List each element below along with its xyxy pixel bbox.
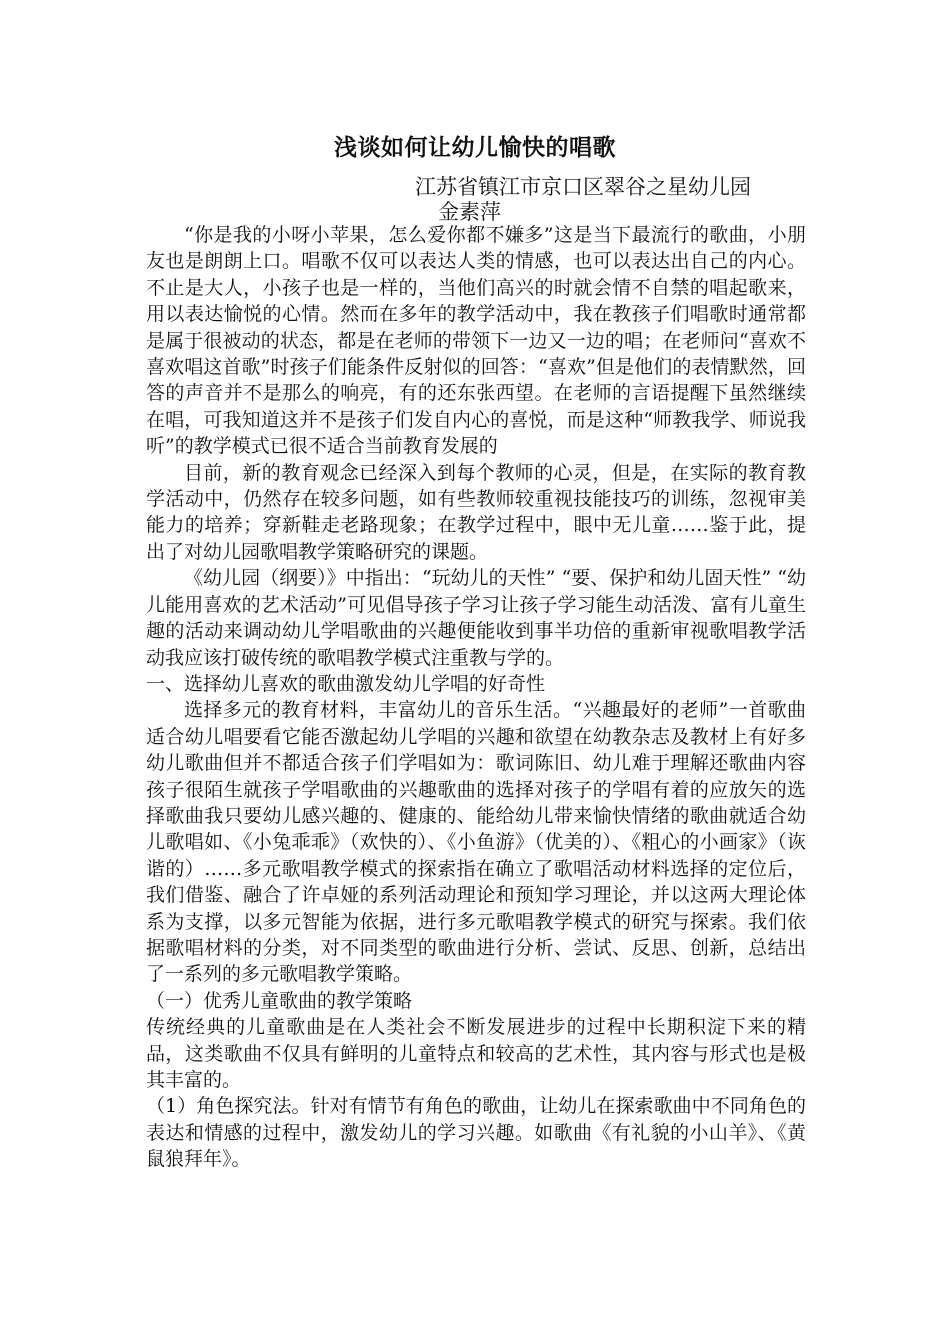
author-name: 金素萍: [438, 200, 501, 224]
paragraph-intro: [146, 222, 806, 460]
paragraph-intro-text: “你是我的小呀小苹果，怎么爱你都不嫌多”这是当下最流行的歌曲，小朋友也是朗朗上口。唱歌不仅可以表达人类的情感，也可以表达出自己的内心。不止是大人，小孩子也是一样的，当他们高兴的时就会情不自禁的唱起歌来，用以表达愉悦的心情。然而在多年的教学活动中，我在教孩子们唱歌时通常都是属于很被动的状态，都是在老师的带领下一边又一边的唱；在老师问“喜欢不喜欢唱这首歌”时孩子们能条件反射似的回答：“喜欢”但是他们的表情默然，回答的声音并不是那么的响亮，有的还东张西望。在老师的言语提醒下虽然继续在唱，可我知道这并不是孩子们发自内心的喜悦，而是这种“师教我学、师说我听”的教学模式已很不适合当前教育发展的: [146, 224, 806, 458]
author-affiliation: 江苏省镇江市京口区翠谷之星幼儿园: [415, 175, 751, 199]
document-title: 浅谈如何让幼儿愉快的唱歌: [334, 135, 616, 161]
section-heading-1: 一、选择幼儿喜欢的歌曲激发幼儿学唱的好奇性: [146, 672, 546, 695]
subsection-heading-1: （一）优秀儿童歌曲的教学策略: [146, 989, 413, 1012]
paragraph-classic-songs: 传统经典的儿童歌曲是在人类社会不断发展进步的过程中长期积淀下来的精品，这类歌曲不仅具有鲜明的儿童特点和较高的艺术性，其内容与形式也是极其丰富的。: [146, 1016, 806, 1091]
paragraph-current-situation: 目前，新的教育观念已经深入到每个教师的心灵，但是，在实际的教育教学活动中，仍然存在较多问题，如有些教师较重视技能技巧的训练，忽视审美能力的培养；穿新鞋走老路现象；在教学过程中，眼中无儿童……鉴于此，提出了对幼儿园歌唱教学策略研究的课题。: [146, 461, 806, 563]
paragraph-role-method: （1）角色探究法。针对有情节有角色的歌曲，让幼儿在探索歌曲中不同角色的表达和情感的过程中，激发幼儿的学习兴趣。如歌曲《有礼貌的小山羊》、《黄鼠狼拜年》。: [146, 1095, 806, 1171]
document-body: [146, 222, 806, 1173]
paragraph-guideline: 《幼儿园（纲要）》中指出：“玩幼儿的天性” “要、保护和幼儿固天性” “幼儿能用喜欢的艺术活动”可见倡导孩子学习让孩子学习能生动活泼、富有儿童生趣的活动来调动幼儿学唱歌曲的兴趣便能收到事半功倍的重新审视歌唱教学活动我应该打破传统的歌唱教学模式注重教与学的。: [146, 567, 806, 669]
paragraph-material-selection: 选择多元的教育材料，丰富幼儿的音乐生活。“兴趣最好的老师”一首歌曲适合幼儿唱要看它能否激起幼儿学唱的兴趣和欲望在幼教杂志及教材上有好多幼儿歌曲但并不都适合孩子们学唱如为：歌词陈旧、幼儿难于理解还歌曲内容孩子很陌生就孩子学唱歌曲的兴趣歌曲的选择对孩子的学唱有着的应放矢的选择歌曲我只要幼儿感兴趣的、健康的、能给幼儿带来愉快情绪的歌曲就适合幼儿歌唱如、《小兔乖乖》（欢快的）、《小鱼游》（优美的）、《粗心的小画家》（诙谐的）……多元歌唱教学模式的探索指在确立了歌唱活动材料选择的定位后，我们借鉴、融合了许卓娅的系列活动理论和预知学习理论，并以这两大理论体系为支撑，以多元智能为依据，进行多元歌唱教学模式的研究与探索。我们依据歌唱材料的分类，对不同类型的歌曲进行分析、尝试、反思、创新，总结出了一系列的多元歌唱教学策略。: [146, 699, 806, 986]
